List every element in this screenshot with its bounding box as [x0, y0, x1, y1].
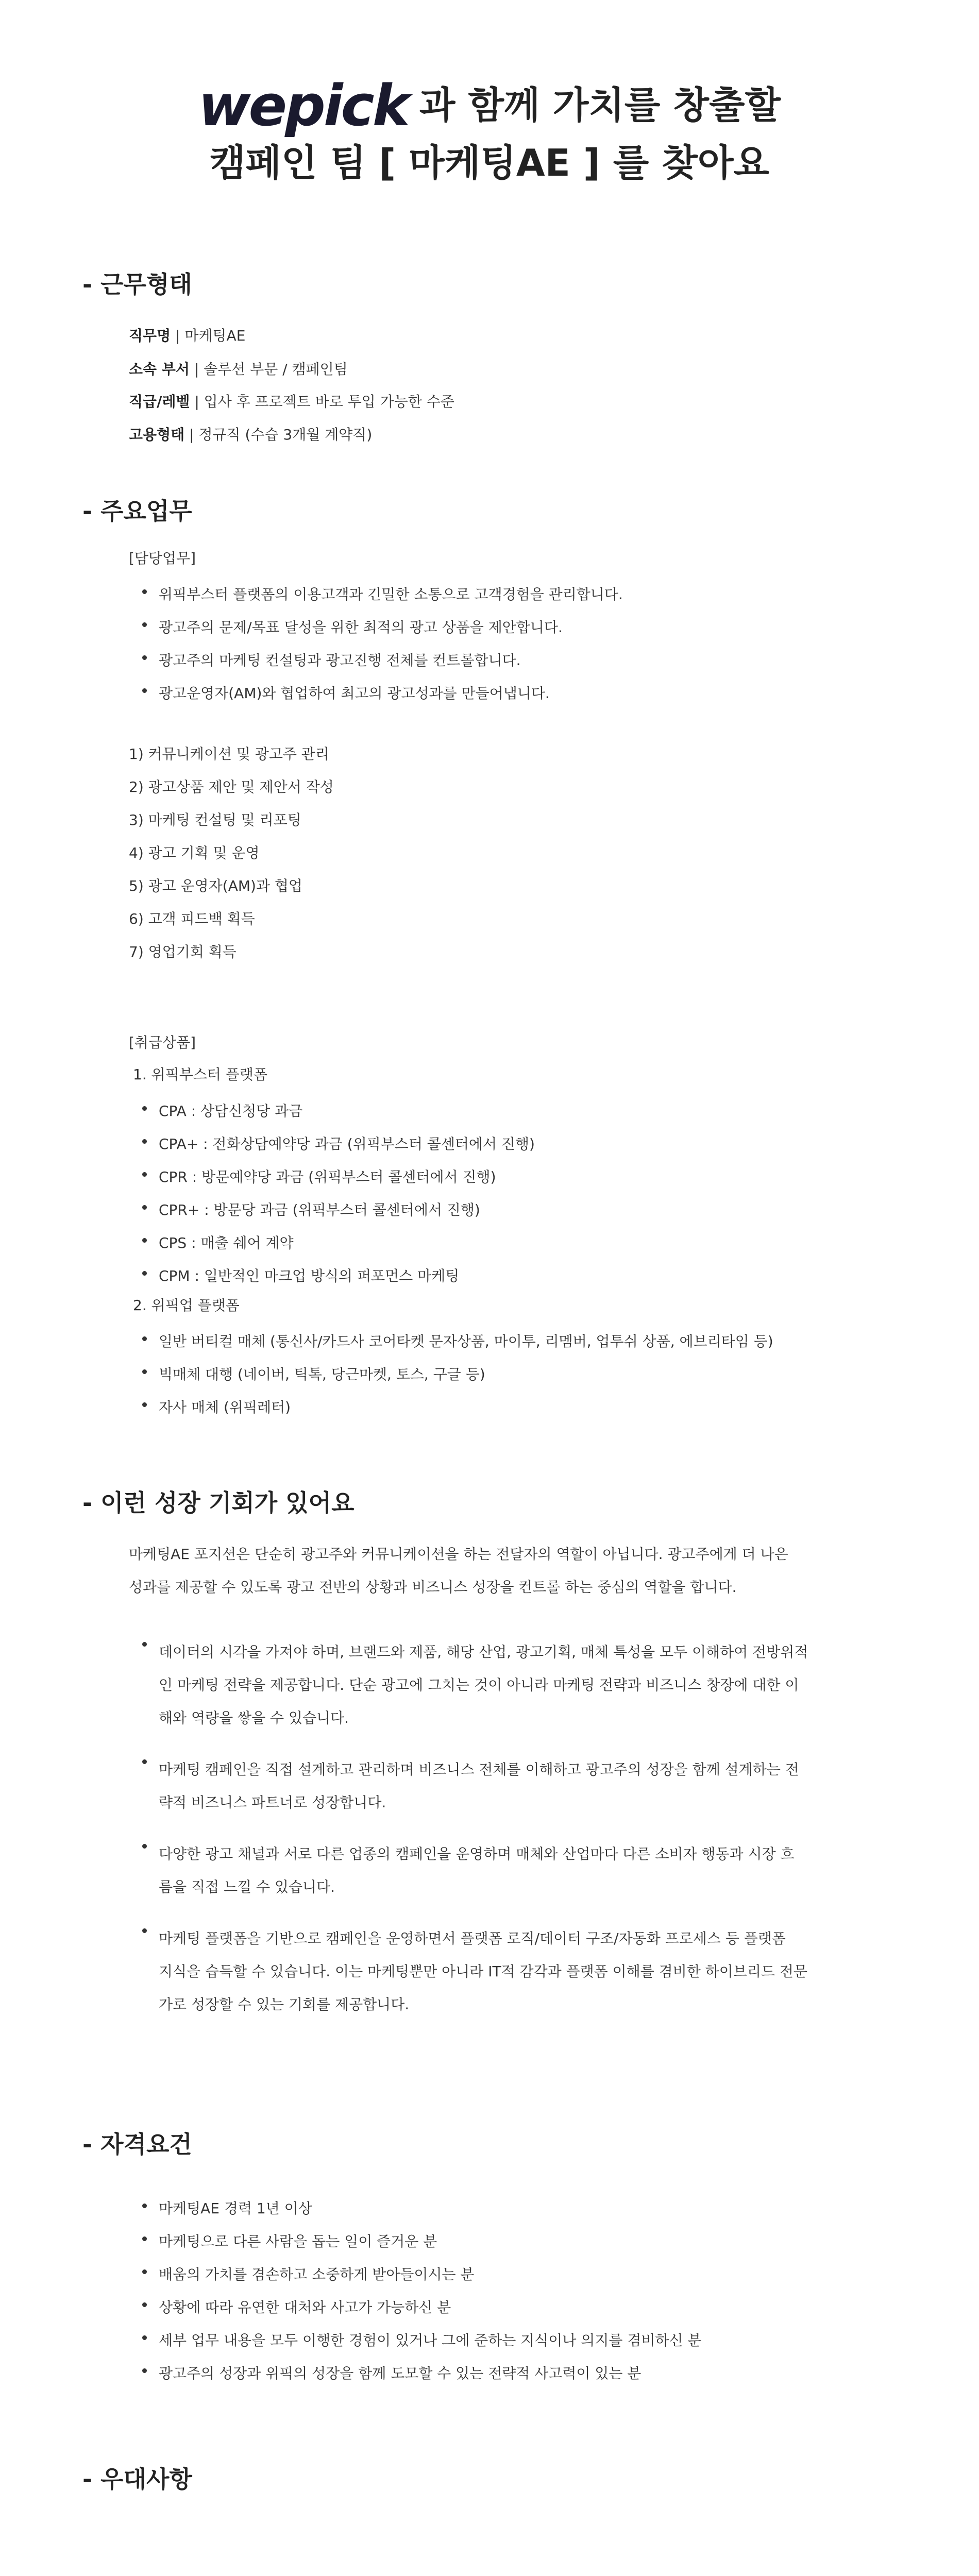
list-item: 자사 매체 (위픽레터): [139, 1396, 773, 1429]
list-item: 7) 영업기회 획득: [129, 943, 237, 960]
list-item: 위픽부스터 플랫폼의 이용고객과 긴밀한 소통으로 고객경험을 관리합니다.: [139, 583, 623, 616]
list-item: 세부 업무 내용을 모두 이행한 경험이 있거나 그에 준하는 지식이나 의지를 겸비하신 분: [139, 2329, 702, 2362]
hero-header: [0, 73, 979, 188]
paragraph-line: 데이터의 시각을 가져야 하며, 브랜드와 제품, 해당 산업, 광고기획, 매체 특성을 모두 이해하여 전방위적: [159, 1643, 808, 1660]
list-item: 마케팅으로 다른 사람을 돕는 일이 즐거운 분: [139, 2230, 702, 2263]
employment-row: 고용형태 | 정규직 (수습 3개월 계약직): [129, 426, 373, 443]
duties-title: - 주요업무: [82, 497, 192, 525]
row-key: 고용형태: [129, 426, 185, 443]
products-tag: [취급상품]: [129, 1034, 196, 1051]
preferred-title: - 우대사항: [82, 2465, 192, 2493]
paragraph-line: 성과를 제공할 수 있도록 광고 전반의 상황과 비즈니스 성장을 컨트롤 하는 중심의 역할을 합니다.: [129, 1579, 737, 1596]
paragraph-line: 가로 성장할 수 있는 기회를 제공합니다.: [159, 1996, 410, 2013]
employment-row: 직급/레벨 | 입사 후 프로젝트 바로 투입 가능한 수준: [129, 393, 454, 410]
row-value: 마케팅AE: [184, 327, 246, 344]
list-item: 광고주의 문제/목표 달성을 위한 최적의 광고 상품을 제안합니다.: [139, 616, 623, 649]
row-value: 솔루션 부문 / 캠페인팀: [204, 361, 348, 378]
employment-section: [82, 270, 907, 299]
list-item: 배움의 가치를 겸손하고 소중하게 받아들이시는 분: [139, 2263, 702, 2296]
row-value: 정규직 (수습 3개월 계약직): [198, 426, 373, 443]
list-item: 일반 버티컬 매체 (통신사/카드사 코어타켓 문자상품, 마이투, 리멤버, 업투쉬 상품, 에브리타임 등): [139, 1330, 773, 1363]
list-item: CPS : 매출 쉐어 계약: [139, 1232, 535, 1265]
row-key: 소속 부서: [129, 361, 190, 378]
list-item: CPA+ : 전화상담예약당 과금 (위픽부스터 콜센터에서 진행): [139, 1133, 535, 1166]
list-item: 3) 마케팅 컨설팅 및 리포팅: [129, 811, 301, 828]
preferred-list: [139, 2573, 404, 2576]
paragraph-line: 인 마케팅 전략을 제공합니다. 단순 광고에 그치는 것이 아니라 마케팅 전략과 비즈니스 창장에 대한 이: [159, 1676, 799, 1693]
preferred-section: [82, 2465, 907, 2494]
list-item: CPR : 방문예약당 과금 (위픽부스터 콜센터에서 진행): [139, 1166, 535, 1199]
duties-tag: [담당업무]: [129, 550, 196, 567]
products-group2-list: [139, 1330, 773, 1429]
paragraph-line: 략적 비즈니스 파트너로 성장합니다.: [159, 1794, 386, 1811]
duties-section: [82, 497, 907, 526]
list-item: 광고주의 마케팅 컨설팅과 광고진행 전체를 컨트롤합니다.: [139, 649, 623, 682]
growth-list: [139, 1636, 808, 2021]
hero-title-line2: 캠페인 팀 [ 마케팅AE ] 를 찾아요: [209, 141, 770, 184]
products-group-title: 2. 위픽업 플랫폼: [133, 1297, 240, 1314]
requirements-section: [82, 2130, 907, 2159]
list-item: 빅매체 대행 (네이버, 틱톡, 당근마켓, 토스, 구글 등): [139, 1363, 773, 1396]
list-item: [139, 1838, 808, 1904]
list-item: [139, 1636, 808, 1735]
growth-title: - 이런 성장 기회가 있어요: [82, 1489, 355, 1517]
paragraph-line: 름을 직접 느낄 수 있습니다.: [159, 1878, 335, 1895]
list-item: 6) 고객 피드백 획득: [129, 910, 255, 927]
row-value: 입사 후 프로젝트 바로 투입 가능한 수준: [204, 393, 454, 410]
list-item: 2) 광고상품 제안 및 제안서 작성: [129, 778, 334, 795]
list-item: 상황에 따라 유연한 대처와 사고가 가능하신 분: [139, 2296, 702, 2329]
list-item: CPR+ : 방문당 과금 (위픽부스터 콜센터에서 진행): [139, 1199, 535, 1232]
paragraph-line: 마케팅 플랫폼을 기반으로 캠페인을 운영하면서 플랫폼 로직/데이터 구조/자동화 프로세스 등 플랫폼: [159, 1930, 786, 1947]
paragraph-line: 마케팅 캠페인을 직접 설계하고 관리하며 비즈니스 전체를 이해하고 광고주의 성장을 함께 설계하는 전: [159, 1761, 799, 1778]
list-item: [139, 2573, 404, 2576]
list-item: [139, 1922, 808, 2021]
list-item: 광고주의 성장과 위픽의 성장을 함께 도모할 수 있는 전략적 사고력이 있는 분: [139, 2362, 702, 2395]
duties-numbered-list: [129, 747, 334, 978]
employment-row: 소속 부서 | 솔루션 부문 / 캠페인팀: [129, 361, 348, 378]
list-item: CPM : 일반적인 마크업 방식의 퍼포먼스 마케팅: [139, 1265, 535, 1298]
wepick-logo: wepick: [198, 73, 408, 139]
row-key: 직급/레벨: [129, 393, 190, 410]
paragraph-line: 마케팅AE 포지션은 단순히 광고주와 커뮤니케이션을 하는 전달자의 역할이 아닙니다. 광고주에게 더 나은: [129, 1546, 788, 1563]
duties-bullet-list: [139, 583, 623, 715]
requirements-title: - 자격요건: [82, 2130, 192, 2158]
list-item: [139, 1753, 808, 1819]
hero-title-line1: 과 함께 가치를 창출할: [419, 83, 781, 127]
paragraph-line: 다양한 광고 채널과 서로 다른 업종의 캠페인을 운영하며 매체와 산업마다 다른 소비자 행동과 시장 흐: [159, 1845, 795, 1862]
list-item: 5) 광고 운영자(AM)과 협업: [129, 877, 302, 894]
list-item: CPA : 상담신청당 과금: [139, 1100, 535, 1133]
growth-section: [82, 1489, 907, 1517]
paragraph-line: 해와 역량을 쌓을 수 있습니다.: [159, 1709, 349, 1726]
list-item: 1) 커뮤니케이션 및 광고주 관리: [129, 745, 329, 762]
employment-title: - 근무형태: [82, 270, 192, 298]
products-group1-list: [139, 1100, 535, 1298]
list-item: 4) 광고 기획 및 운영: [129, 844, 260, 861]
paragraph-line: 지식을 습득할 수 있습니다. 이는 마케팅뿐만 아니라 IT적 감각과 플랫폼 이해를 겸비한 하이브리드 전문: [159, 1963, 807, 1980]
requirements-list: [139, 2197, 702, 2395]
products-group-title: 1. 위픽부스터 플랫폼: [133, 1066, 267, 1083]
employment-row: 직무명 | 마케팅AE: [129, 327, 246, 344]
row-key: 직무명: [129, 327, 171, 344]
list-item: 마케팅AE 경력 1년 이상: [139, 2197, 702, 2230]
list-item: 광고운영자(AM)와 협업하여 최고의 광고성과를 만들어냅니다.: [139, 682, 623, 715]
growth-intro: [129, 1538, 788, 1604]
